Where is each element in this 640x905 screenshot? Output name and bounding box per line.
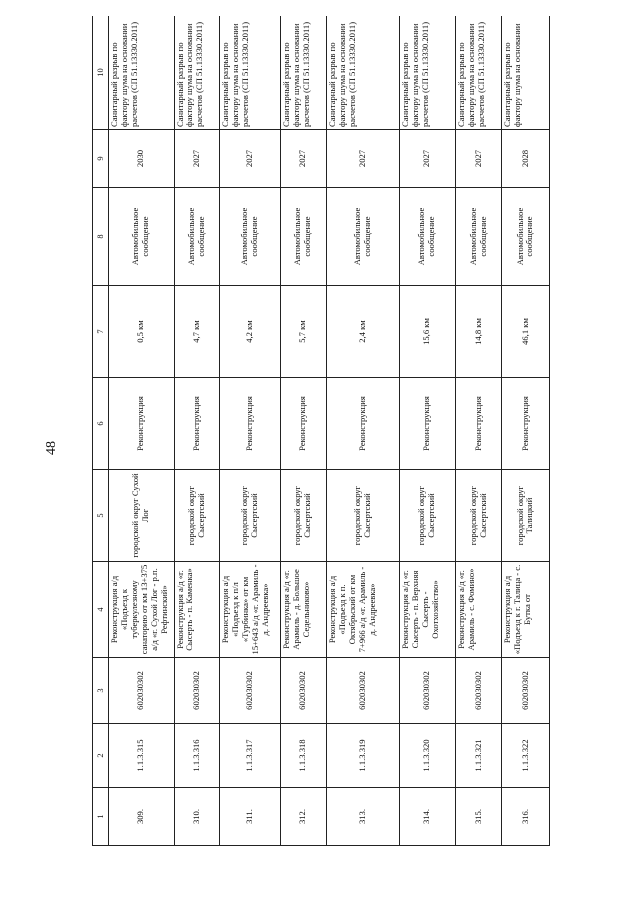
length-cell: 5,7 км xyxy=(280,286,326,378)
classifier-cell: 602030302 xyxy=(174,658,220,724)
row-number-cell: 311. xyxy=(220,788,280,846)
purpose-cell: Автомобильное сообщение xyxy=(280,188,326,286)
code-cell: 1.1.3.319 xyxy=(326,724,399,788)
table-row xyxy=(109,16,175,846)
object-name-cell: Реконструкция а/д «г. Сысерть - п. Каменка» xyxy=(174,562,220,658)
purpose-cell: Автомобильное сообщение xyxy=(174,188,220,286)
object-name-cell: Реконструкция а/д «Подъезд к туберкулезному санаторию от км 13+375 а/д «г. Сухой Лог - р.п. Рефтинский» xyxy=(109,562,175,658)
length-cell: 46,1 км xyxy=(501,286,549,378)
zone-cell: Санитарный разрыв по фактору шума на основании расчетов (СП 51.13330.2011) xyxy=(174,16,220,130)
code-cell: 1.1.3.316 xyxy=(174,724,220,788)
column-header: 9 xyxy=(93,130,109,188)
length-cell: 2,4 км xyxy=(326,286,399,378)
table-row xyxy=(501,16,549,846)
work-type-cell: Реконструкция xyxy=(456,378,502,470)
object-name-cell: Реконструкция а/д «г. Арамиль - д. Большое Седельниково» xyxy=(280,562,326,658)
municipality-cell: городской округ Сысертский xyxy=(456,470,502,562)
length-cell: 15,6 км xyxy=(399,286,455,378)
work-type-cell: Реконструкция xyxy=(109,378,175,470)
zone-cell: Санитарный разрыв по фактору шума на основании расчетов (СП 51.13330.2011) xyxy=(399,16,455,130)
work-type-cell: Реконструкция xyxy=(220,378,280,470)
row-number-cell: 312. xyxy=(280,788,326,846)
row-number-cell: 315. xyxy=(456,788,502,846)
object-name-cell: Реконструкция а/д «г. Сысерть - п. Верхняя Сысерть - Охотхозяйство» xyxy=(399,562,455,658)
zone-cell: Санитарный разрыв по фактору шума на основании xyxy=(501,16,549,130)
column-header: 10 xyxy=(93,16,109,130)
zone-cell: Санитарный разрыв по фактору шума на основании расчетов (СП 51.13330.2011) xyxy=(220,16,280,130)
table-row xyxy=(456,16,502,846)
year-cell: 2027 xyxy=(399,130,455,188)
purpose-cell: Автомобильное сообщение xyxy=(456,188,502,286)
classifier-cell: 602030302 xyxy=(280,658,326,724)
zone-cell: Санитарный разрыв по фактору шума на основании расчетов (СП 51.13330.2011) xyxy=(326,16,399,130)
work-type-cell: Реконструкция xyxy=(326,378,399,470)
row-number-cell: 309. xyxy=(109,788,175,846)
municipality-cell: городской округ Сысертский xyxy=(326,470,399,562)
code-cell: 1.1.3.320 xyxy=(399,724,455,788)
table-row xyxy=(174,16,220,846)
object-name-cell: Реконструкция а/д «г. Арамиль - с. Фомино» xyxy=(456,562,502,658)
code-cell: 1.1.3.315 xyxy=(109,724,175,788)
purpose-cell: Автомобильное сообщение xyxy=(326,188,399,286)
classifier-cell: 602030302 xyxy=(501,658,549,724)
column-header: 7 xyxy=(93,286,109,378)
purpose-cell: Автомобильное сообщение xyxy=(501,188,549,286)
municipality-cell: городской округ Сысертский xyxy=(220,470,280,562)
code-cell: 1.1.3.318 xyxy=(280,724,326,788)
classifier-cell: 602030302 xyxy=(326,658,399,724)
municipality-cell: городской округ Сысертский xyxy=(399,470,455,562)
column-header: 2 xyxy=(93,724,109,788)
column-header: 1 xyxy=(93,788,109,846)
purpose-cell: Автомобильное сообщение xyxy=(220,188,280,286)
year-cell: 2027 xyxy=(220,130,280,188)
column-header: 4 xyxy=(93,562,109,658)
work-type-cell: Реконструкция xyxy=(399,378,455,470)
page-number: 48 xyxy=(44,441,59,455)
object-name-cell: Реконструкция а/д «Подъезд к г. Талица - с. Бутка от xyxy=(501,562,549,658)
year-cell: 2027 xyxy=(456,130,502,188)
municipality-cell: городской округ Талицкий xyxy=(501,470,549,562)
classifier-cell: 602030302 xyxy=(399,658,455,724)
table-row xyxy=(220,16,280,846)
column-header: 8 xyxy=(93,188,109,286)
length-cell: 14,8 км xyxy=(456,286,502,378)
work-type-cell: Реконструкция xyxy=(174,378,220,470)
header-row xyxy=(93,16,109,846)
table-body xyxy=(109,16,550,846)
municipality-cell: городской округ Сысертский xyxy=(280,470,326,562)
year-cell: 2030 xyxy=(109,130,175,188)
year-cell: 2027 xyxy=(326,130,399,188)
classifier-cell: 602030302 xyxy=(456,658,502,724)
object-name-cell: Реконструкция а/д «Подъезд к п. Октябрьский от км 7+966 а/д «г. Арамиль - д. Андреевка» xyxy=(326,562,399,658)
purpose-cell: Автомобильное сообщение xyxy=(109,188,175,286)
zone-cell: Санитарный разрыв по фактору шума на основании расчетов (СП 51.13330.2011) xyxy=(280,16,326,130)
code-cell: 1.1.3.322 xyxy=(501,724,549,788)
municipality-cell: городской округ Сысертский xyxy=(174,470,220,562)
zone-cell: Санитарный разрыв по фактору шума на основании расчетов (СП 51.13330.2011) xyxy=(109,16,175,130)
purpose-cell: Автомобильное сообщение xyxy=(399,188,455,286)
length-cell: 4,2 км xyxy=(220,286,280,378)
work-type-cell: Реконструкция xyxy=(280,378,326,470)
row-number-cell: 314. xyxy=(399,788,455,846)
table-container xyxy=(92,16,550,846)
column-header: 5 xyxy=(93,470,109,562)
row-number-cell: 313. xyxy=(326,788,399,846)
zone-cell: Санитарный разрыв по фактору шума на основании расчетов (СП 51.13330.2011) xyxy=(456,16,502,130)
municipality-cell: городской округ Сухой Лог xyxy=(109,470,175,562)
column-header: 3 xyxy=(93,658,109,724)
table-row xyxy=(280,16,326,846)
year-cell: 2027 xyxy=(174,130,220,188)
table-row xyxy=(399,16,455,846)
work-type-cell: Реконструкция xyxy=(501,378,549,470)
row-number-cell: 316. xyxy=(501,788,549,846)
length-cell: 0,5 км xyxy=(109,286,175,378)
code-cell: 1.1.3.321 xyxy=(456,724,502,788)
year-cell: 2027 xyxy=(280,130,326,188)
classifier-cell: 602030302 xyxy=(220,658,280,724)
year-cell: 2028 xyxy=(501,130,549,188)
document-table xyxy=(92,16,550,846)
table-row xyxy=(326,16,399,846)
code-cell: 1.1.3.317 xyxy=(220,724,280,788)
classifier-cell: 602030302 xyxy=(109,658,175,724)
object-name-cell: Реконструкция а/д «Подъезд к п/л «Турбинка» от км 15+643 а/д «г. Арамиль - д. Андреевка» xyxy=(220,562,280,658)
row-number-cell: 310. xyxy=(174,788,220,846)
column-header: 6 xyxy=(93,378,109,470)
length-cell: 4,7 км xyxy=(174,286,220,378)
